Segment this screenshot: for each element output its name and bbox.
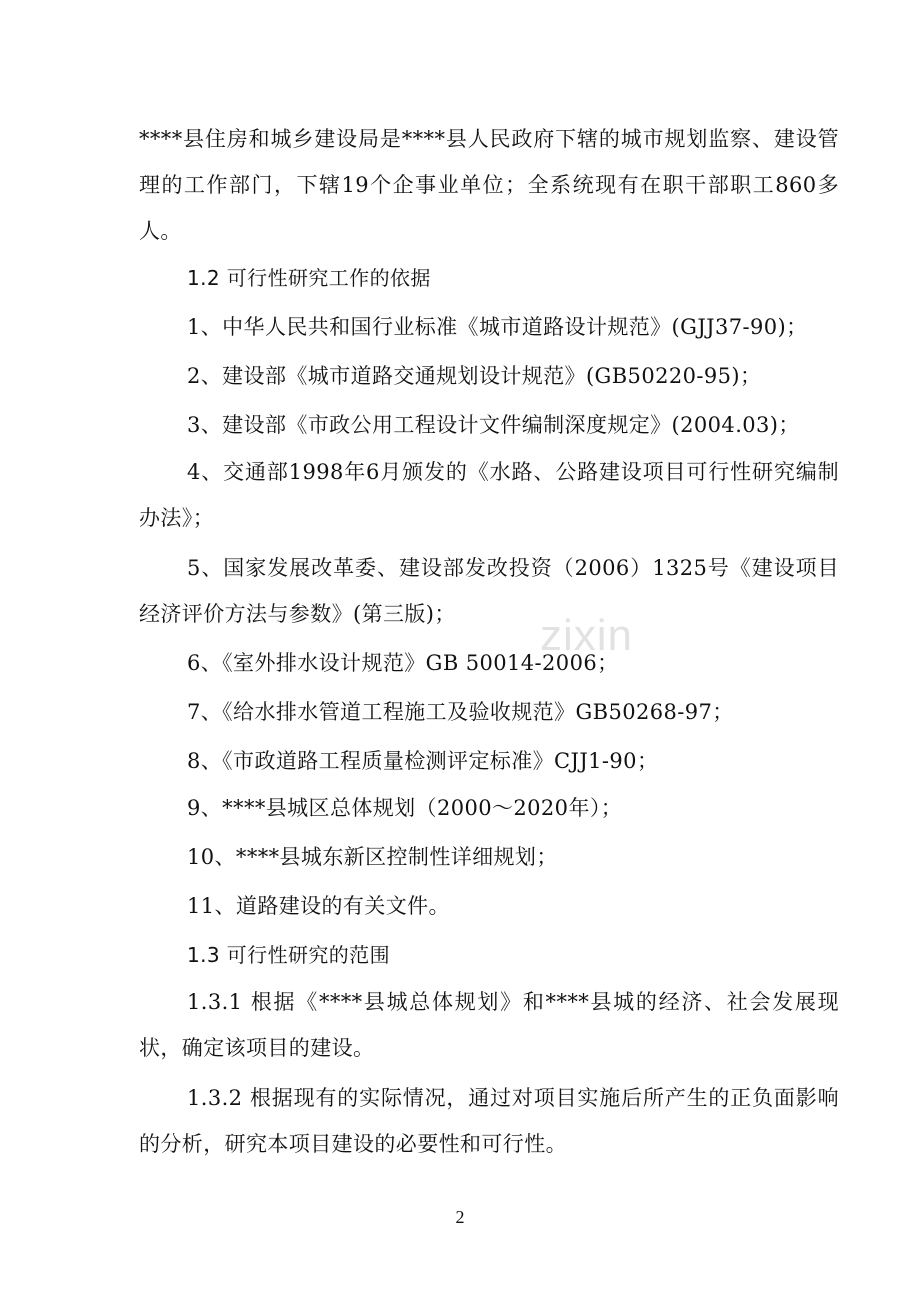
basis-item-11: 11、道路建设的有关文件。 xyxy=(187,894,450,918)
basis-item-7: 7、《给水排水管道工程施工及验收规范》GB50268-97； xyxy=(187,700,734,724)
section-heading-1-2: 1.2 可行性研究工作的依据 xyxy=(187,266,431,290)
basis-item-8: 8、《市政道路工程质量检测评定标准》CJJ1-90； xyxy=(187,749,659,773)
watermark xyxy=(540,600,690,670)
basis-item-5: 5、国家发展改革委、建设部发改投资（2006）1325号《建设项目经济评价方法与参数》(第三版)； xyxy=(139,556,839,626)
basis-item-2: 2、建设部《城市道路交通规划设计规范》(GB50220-95)； xyxy=(187,364,762,388)
scope-item-1-3-1: 1.3.1 根据《****县城总体规划》和****县城的经济、社会发展现状，确定该项目的建设。 xyxy=(139,990,839,1060)
basis-item-9: 9、****县城区总体规划（2000～2020年）； xyxy=(187,796,623,820)
svg-text:zixin: zixin xyxy=(540,611,634,660)
basis-item-3: 3、建设部《市政公用工程设计文件编制深度规定》(2004.03)； xyxy=(187,413,800,437)
basis-item-10: 10、****县城东新区控制性详细规划； xyxy=(187,845,558,869)
basis-item-1: 1、中华人民共和国行业标准《城市道路设计规范》(GJJ37-90)； xyxy=(187,315,808,339)
basis-item-6: 6、《室外排水设计规范》GB 50014-2006； xyxy=(187,651,619,675)
section-heading-1-3: 1.3 可行性研究的范围 xyxy=(187,943,390,967)
basis-item-4: 4、交通部1998年6月颁发的《水路、公路建设项目可行性研究编制办法》； xyxy=(139,460,839,530)
watermark-logo xyxy=(540,600,690,670)
intro-paragraph: ****县住房和城乡建设局是****县人民政府下辖的城市规划监察、建设管理的工作部门，下辖19个企事业单位；全系统现有在职干部职工860多人。 xyxy=(139,127,839,243)
scope-item-1-3-2: 1.3.2 根据现有的实际情况，通过对项目实施后所产生的正负面影响的分析，研究本项目建设的必要性和可行性。 xyxy=(139,1086,839,1156)
page-number: 2 xyxy=(455,1207,465,1227)
